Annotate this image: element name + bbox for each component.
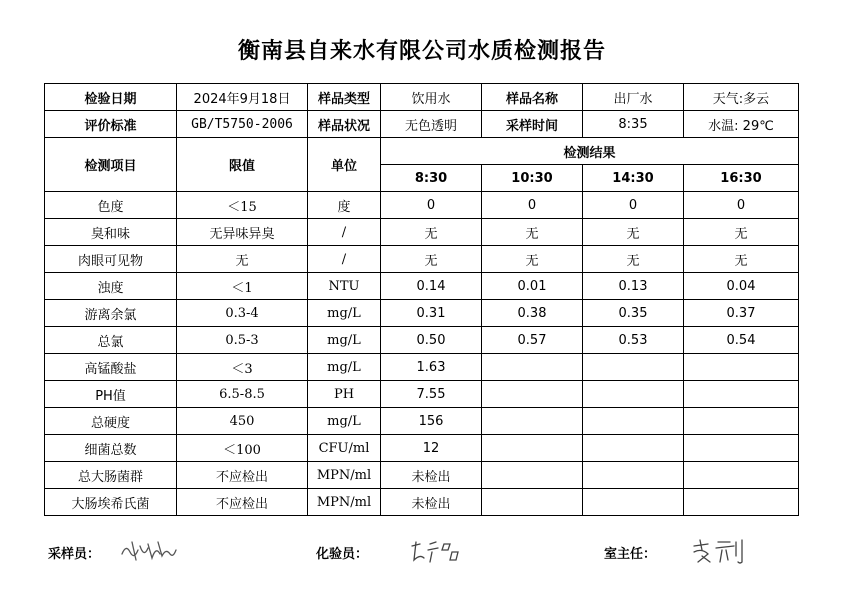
result-1630 xyxy=(684,489,799,516)
result-830: 0.14 xyxy=(381,273,482,300)
item-unit: MPN/ml xyxy=(308,489,381,516)
result-830: 无 xyxy=(381,219,482,246)
result-830: 12 xyxy=(381,435,482,462)
item-name: 浊度 xyxy=(45,273,177,300)
item-unit: 度 xyxy=(308,192,381,219)
item-unit: mg/L xyxy=(308,408,381,435)
table-row xyxy=(45,435,799,462)
table-row xyxy=(45,192,799,219)
result-1630 xyxy=(684,381,799,408)
weather: 天气:多云 xyxy=(684,84,799,111)
item-name: 游离余氯 xyxy=(45,300,177,327)
info-row-2 xyxy=(45,111,799,138)
sample-name-value: 出厂水 xyxy=(583,84,684,111)
sampling-time-value: 8:35 xyxy=(583,111,684,138)
result-1430 xyxy=(583,435,684,462)
item-name: 肉眼可见物 xyxy=(45,246,177,273)
item-unit: NTU xyxy=(308,273,381,300)
result-1030: 0.57 xyxy=(482,327,583,354)
result-1030 xyxy=(482,408,583,435)
result-1430: 0.53 xyxy=(583,327,684,354)
time-col-2: 10:30 xyxy=(482,165,583,192)
director-signature xyxy=(690,536,750,566)
table-row xyxy=(45,408,799,435)
result-1030 xyxy=(482,435,583,462)
sample-state-value: 无色透明 xyxy=(381,111,482,138)
item-limit: 6.5-8.5 xyxy=(177,381,308,408)
item-name: 大肠埃希氏菌 xyxy=(45,489,177,516)
result-1630: 无 xyxy=(684,246,799,273)
result-1630 xyxy=(684,408,799,435)
item-unit: MPN/ml xyxy=(308,462,381,489)
item-limit: ＜1 xyxy=(177,273,308,300)
result-1430 xyxy=(583,489,684,516)
result-1430: 0.35 xyxy=(583,300,684,327)
info-row-1 xyxy=(45,84,799,111)
item-unit: mg/L xyxy=(308,300,381,327)
item-limit: ＜100 xyxy=(177,435,308,462)
item-name: 高锰酸盐 xyxy=(45,354,177,381)
item-unit: mg/L xyxy=(308,327,381,354)
table-row xyxy=(45,300,799,327)
item-name: 总大肠菌群 xyxy=(45,462,177,489)
result-830: 156 xyxy=(381,408,482,435)
result-1030: 0.01 xyxy=(482,273,583,300)
result-1030 xyxy=(482,489,583,516)
item-limit: 不应检出 xyxy=(177,462,308,489)
standard-label: 评价标准 xyxy=(45,111,177,138)
item-name: 总硬度 xyxy=(45,408,177,435)
water-temp: 水温: 29℃ xyxy=(684,111,799,138)
result-1630: 0 xyxy=(684,192,799,219)
item-limit: ＜15 xyxy=(177,192,308,219)
table-row xyxy=(45,246,799,273)
item-unit: / xyxy=(308,246,381,273)
result-830: 未检出 xyxy=(381,489,482,516)
item-limit: 0.5-3 xyxy=(177,327,308,354)
item-name: 臭和味 xyxy=(45,219,177,246)
result-1030 xyxy=(482,354,583,381)
result-830: 0.31 xyxy=(381,300,482,327)
result-1430 xyxy=(583,408,684,435)
item-limit: 0.3-4 xyxy=(177,300,308,327)
result-1630: 无 xyxy=(684,219,799,246)
sample-state-label: 样品状况 xyxy=(308,111,381,138)
result-1430: 0 xyxy=(583,192,684,219)
tester-label: 化验员： xyxy=(316,547,369,562)
water-quality-table xyxy=(44,83,799,516)
result-1030: 0.38 xyxy=(482,300,583,327)
result-1030 xyxy=(482,462,583,489)
result-1630: 0.37 xyxy=(684,300,799,327)
item-limit: 无 xyxy=(177,246,308,273)
header-unit: 单位 xyxy=(308,138,381,192)
item-name: 细菌总数 xyxy=(45,435,177,462)
item-limit: 不应检出 xyxy=(177,489,308,516)
item-name: PH值 xyxy=(45,381,177,408)
item-unit: mg/L xyxy=(308,354,381,381)
item-limit: 无异味异臭 xyxy=(177,219,308,246)
result-rows xyxy=(45,192,799,516)
result-1630 xyxy=(684,435,799,462)
result-1630: 0.04 xyxy=(684,273,799,300)
item-limit: 450 xyxy=(177,408,308,435)
table-row xyxy=(45,327,799,354)
result-1430: 无 xyxy=(583,219,684,246)
sampling-time-label: 采样时间 xyxy=(482,111,583,138)
result-1030: 无 xyxy=(482,246,583,273)
date-value: 2024年9月18日 xyxy=(177,84,308,111)
result-1630 xyxy=(684,462,799,489)
item-unit: / xyxy=(308,219,381,246)
result-1430 xyxy=(583,462,684,489)
table-row xyxy=(45,219,799,246)
header-results: 检测结果 xyxy=(381,138,799,165)
table-row xyxy=(45,354,799,381)
sample-type-value: 饮用水 xyxy=(381,84,482,111)
result-1030: 0 xyxy=(482,192,583,219)
table-row xyxy=(45,273,799,300)
sample-type-label: 样品类型 xyxy=(308,84,381,111)
result-1030 xyxy=(482,381,583,408)
result-830: 0.50 xyxy=(381,327,482,354)
table-row xyxy=(45,381,799,408)
report-title: 衡南县自来水有限公司水质检测报告 xyxy=(237,39,606,64)
result-830: 0 xyxy=(381,192,482,219)
item-unit: CFU/ml xyxy=(308,435,381,462)
time-col-3: 14:30 xyxy=(583,165,684,192)
sampler-label: 采样员： xyxy=(48,547,101,562)
sampler-signature xyxy=(118,536,180,566)
result-830: 1.63 xyxy=(381,354,482,381)
item-limit: ＜3 xyxy=(177,354,308,381)
result-830: 未检出 xyxy=(381,462,482,489)
result-1630 xyxy=(684,354,799,381)
result-1430: 无 xyxy=(583,246,684,273)
item-name: 色度 xyxy=(45,192,177,219)
result-830: 7.55 xyxy=(381,381,482,408)
time-col-1: 8:30 xyxy=(381,165,482,192)
date-label: 检验日期 xyxy=(45,84,177,111)
header-row-1 xyxy=(45,138,799,165)
result-1030: 无 xyxy=(482,219,583,246)
result-1430 xyxy=(583,354,684,381)
time-col-4: 16:30 xyxy=(684,165,799,192)
item-name: 总氯 xyxy=(45,327,177,354)
item-unit: PH xyxy=(308,381,381,408)
result-1430 xyxy=(583,381,684,408)
table-row xyxy=(45,489,799,516)
result-1630: 0.54 xyxy=(684,327,799,354)
result-830: 无 xyxy=(381,246,482,273)
director-label: 室主任： xyxy=(604,547,657,562)
header-item: 检测项目 xyxy=(45,138,177,192)
table-row xyxy=(45,462,799,489)
header-limit: 限值 xyxy=(177,138,308,192)
tester-signature xyxy=(406,536,466,566)
result-1430: 0.13 xyxy=(583,273,684,300)
standard-value: GB/T5750-2006 xyxy=(177,111,308,138)
sample-name-label: 样品名称 xyxy=(482,84,583,111)
